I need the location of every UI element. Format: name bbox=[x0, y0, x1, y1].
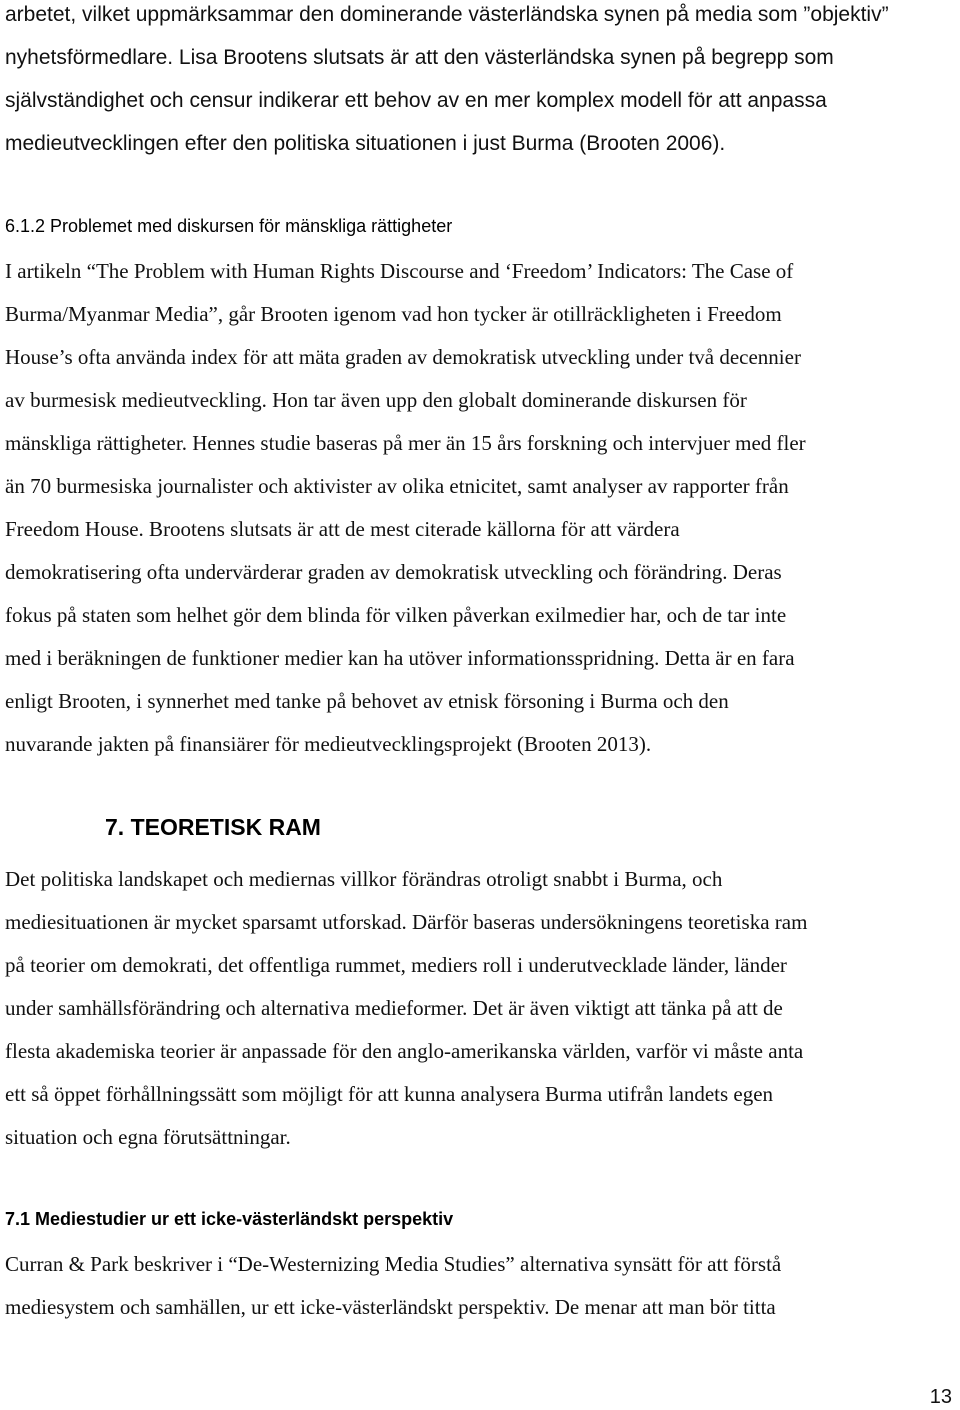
body-line: fokus på staten som helhet gör dem blinda för vilken påverkan exilmedier har, och de tar inte bbox=[5, 603, 787, 627]
body-line: Det politiska landskapet och mediernas villkor förändras otroligt snabbt i Burma, och bbox=[5, 867, 723, 891]
body-line: på teorier om demokrati, det offentliga rummet, mediers roll i underutvecklade länder, länder bbox=[5, 953, 787, 977]
body-line: av burmesisk medieutveckling. Hon tar även upp den globalt dominerande diskursen för bbox=[5, 388, 747, 412]
body-line: enligt Brooten, i synnerhet med tanke på behovet av etnisk försoning i Burma och den bbox=[5, 689, 729, 713]
body-line: situation och egna förutsättningar. bbox=[5, 1125, 291, 1149]
body-line: nuvarande jakten på finansiärer för medieutvecklingsprojekt (Brooten 2013). bbox=[5, 732, 652, 756]
body-line: Curran & Park beskriver i “De-Westernizing Media Studies” alternativa synsätt för att förstå bbox=[5, 1252, 782, 1276]
chapter-heading-7: 7. TEORETISK RAM bbox=[105, 814, 321, 840]
body-line: självständighet och censur indikerar ett behov av en mer komplex modell för att anpassa bbox=[5, 89, 827, 112]
body-line: House’s ofta använda index för att mäta graden av demokratisk utveckling under två decennier bbox=[5, 345, 801, 369]
body-line: I artikeln “The Problem with Human Rights Discourse and ‘Freedom’ Indicators: The Case of bbox=[5, 259, 794, 283]
page-number: 13 bbox=[929, 1386, 952, 1408]
body-line: under samhällsförändring och alternativa medieformer. Det är även viktigt att tänka på att de bbox=[5, 996, 783, 1020]
body-line: än 70 burmesiska journalister och aktivister av olika etnicitet, samt analyser av rapporter från bbox=[5, 474, 789, 498]
body-line: Burma/Myanmar Media”, går Brooten igenom vad hon tycker är otillräckligheten i Freedom bbox=[5, 302, 782, 326]
section-heading-6-1-2: 6.1.2 Problemet med diskursen för mänskliga rättigheter bbox=[5, 216, 453, 236]
section-heading-7-1: 7.1 Mediestudier ur ett icke-västerländskt perspektiv bbox=[5, 1209, 454, 1229]
body-line: medieutvecklingen efter den politiska situationen i just Burma (Brooten 2006). bbox=[5, 132, 726, 155]
body-line: nyhetsförmedlare. Lisa Brootens slutsats är att den västerländska synen på begrepp som bbox=[5, 46, 834, 69]
body-line: mediesituationen är mycket sparsamt utforskad. Därför baseras undersökningens teoretiska ram bbox=[5, 910, 808, 934]
body-line: mänskliga rättigheter. Hennes studie baseras på mer än 15 års forskning och intervjuer med fler bbox=[5, 431, 806, 455]
body-line: med i beräkningen de funktioner medier kan ha utöver informationsspridning. Detta är en fara bbox=[5, 646, 795, 670]
body-line: demokratisering ofta undervärderar graden av demokratisk utveckling och förändring. Deras bbox=[5, 560, 782, 584]
body-line: flesta akademiska teorier är anpassade för den anglo-amerikanska världen, varför vi måste anta bbox=[5, 1039, 804, 1063]
body-line: arbetet, vilket uppmärksammar den dominerande västerländska synen på media som ”objektiv” bbox=[5, 3, 889, 26]
body-line: ett så öppet förhållningssätt som möjligt för att kunna analysera Burma utifrån landets egen bbox=[5, 1082, 774, 1106]
body-line: mediesystem och samhällen, ur ett icke-västerländskt perspektiv. De menar att man bör titta bbox=[5, 1295, 776, 1319]
body-line: Freedom House. Brootens slutsats är att de mest citerade källorna för att värdera bbox=[5, 517, 680, 541]
